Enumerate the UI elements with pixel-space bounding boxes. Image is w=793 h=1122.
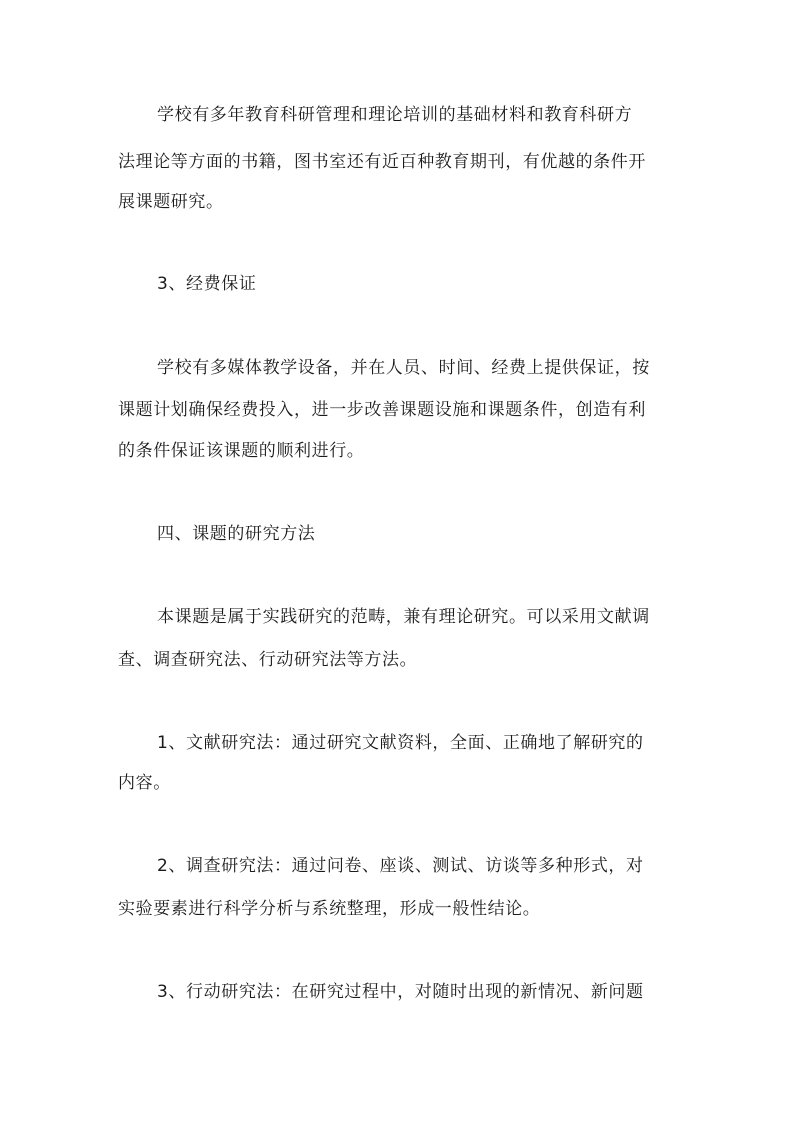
paragraph-3-line-1: 学校有多媒体教学设备，并在人员、时间、经费上提供保证，按 — [157, 358, 650, 378]
paragraph-3-line-3: 的条件保证该课题的顺利进行。 — [118, 441, 365, 461]
paragraph-1-line-3: 展课题研究。 — [118, 192, 224, 212]
paragraph-1-line-1: 学校有多年教育科研管理和理论培训的基础材料和教育科研方 — [157, 105, 633, 125]
paragraph-5-line-2: 查、调查研究法、行动研究法等方法。 — [118, 650, 418, 670]
paragraph-6-line-1: 1、文献研究法：通过研究文献资料，全面、正确地了解研究的 — [157, 733, 644, 753]
section-heading-research-methods: 四、课题的研究方法 — [157, 524, 316, 544]
paragraph-8-line-1: 3、行动研究法：在研究过程中，对随时出现的新情况、新问题 — [157, 982, 644, 1002]
paragraph-5-line-1: 本课题是属于实践研究的范畴，兼有理论研究。可以采用文献调 — [157, 607, 650, 627]
paragraph-7-line-1: 2、调查研究法：通过问卷、座谈、测试、访谈等多种形式，对 — [157, 856, 644, 876]
section-heading-funding: 3、经费保证 — [157, 274, 257, 294]
paragraph-6-line-2: 内容。 — [118, 773, 171, 793]
paragraph-3-line-2: 课题计划确保经费投入，进一步改善课题设施和课题条件，创造有利 — [118, 400, 646, 420]
paragraph-1-line-2: 法理论等方面的书籍，图书室还有近百种教育期刊，有优越的条件开 — [118, 152, 646, 172]
paragraph-7-line-2: 实验要素进行科学分析与系统整理，形成一般性结论。 — [118, 899, 541, 919]
